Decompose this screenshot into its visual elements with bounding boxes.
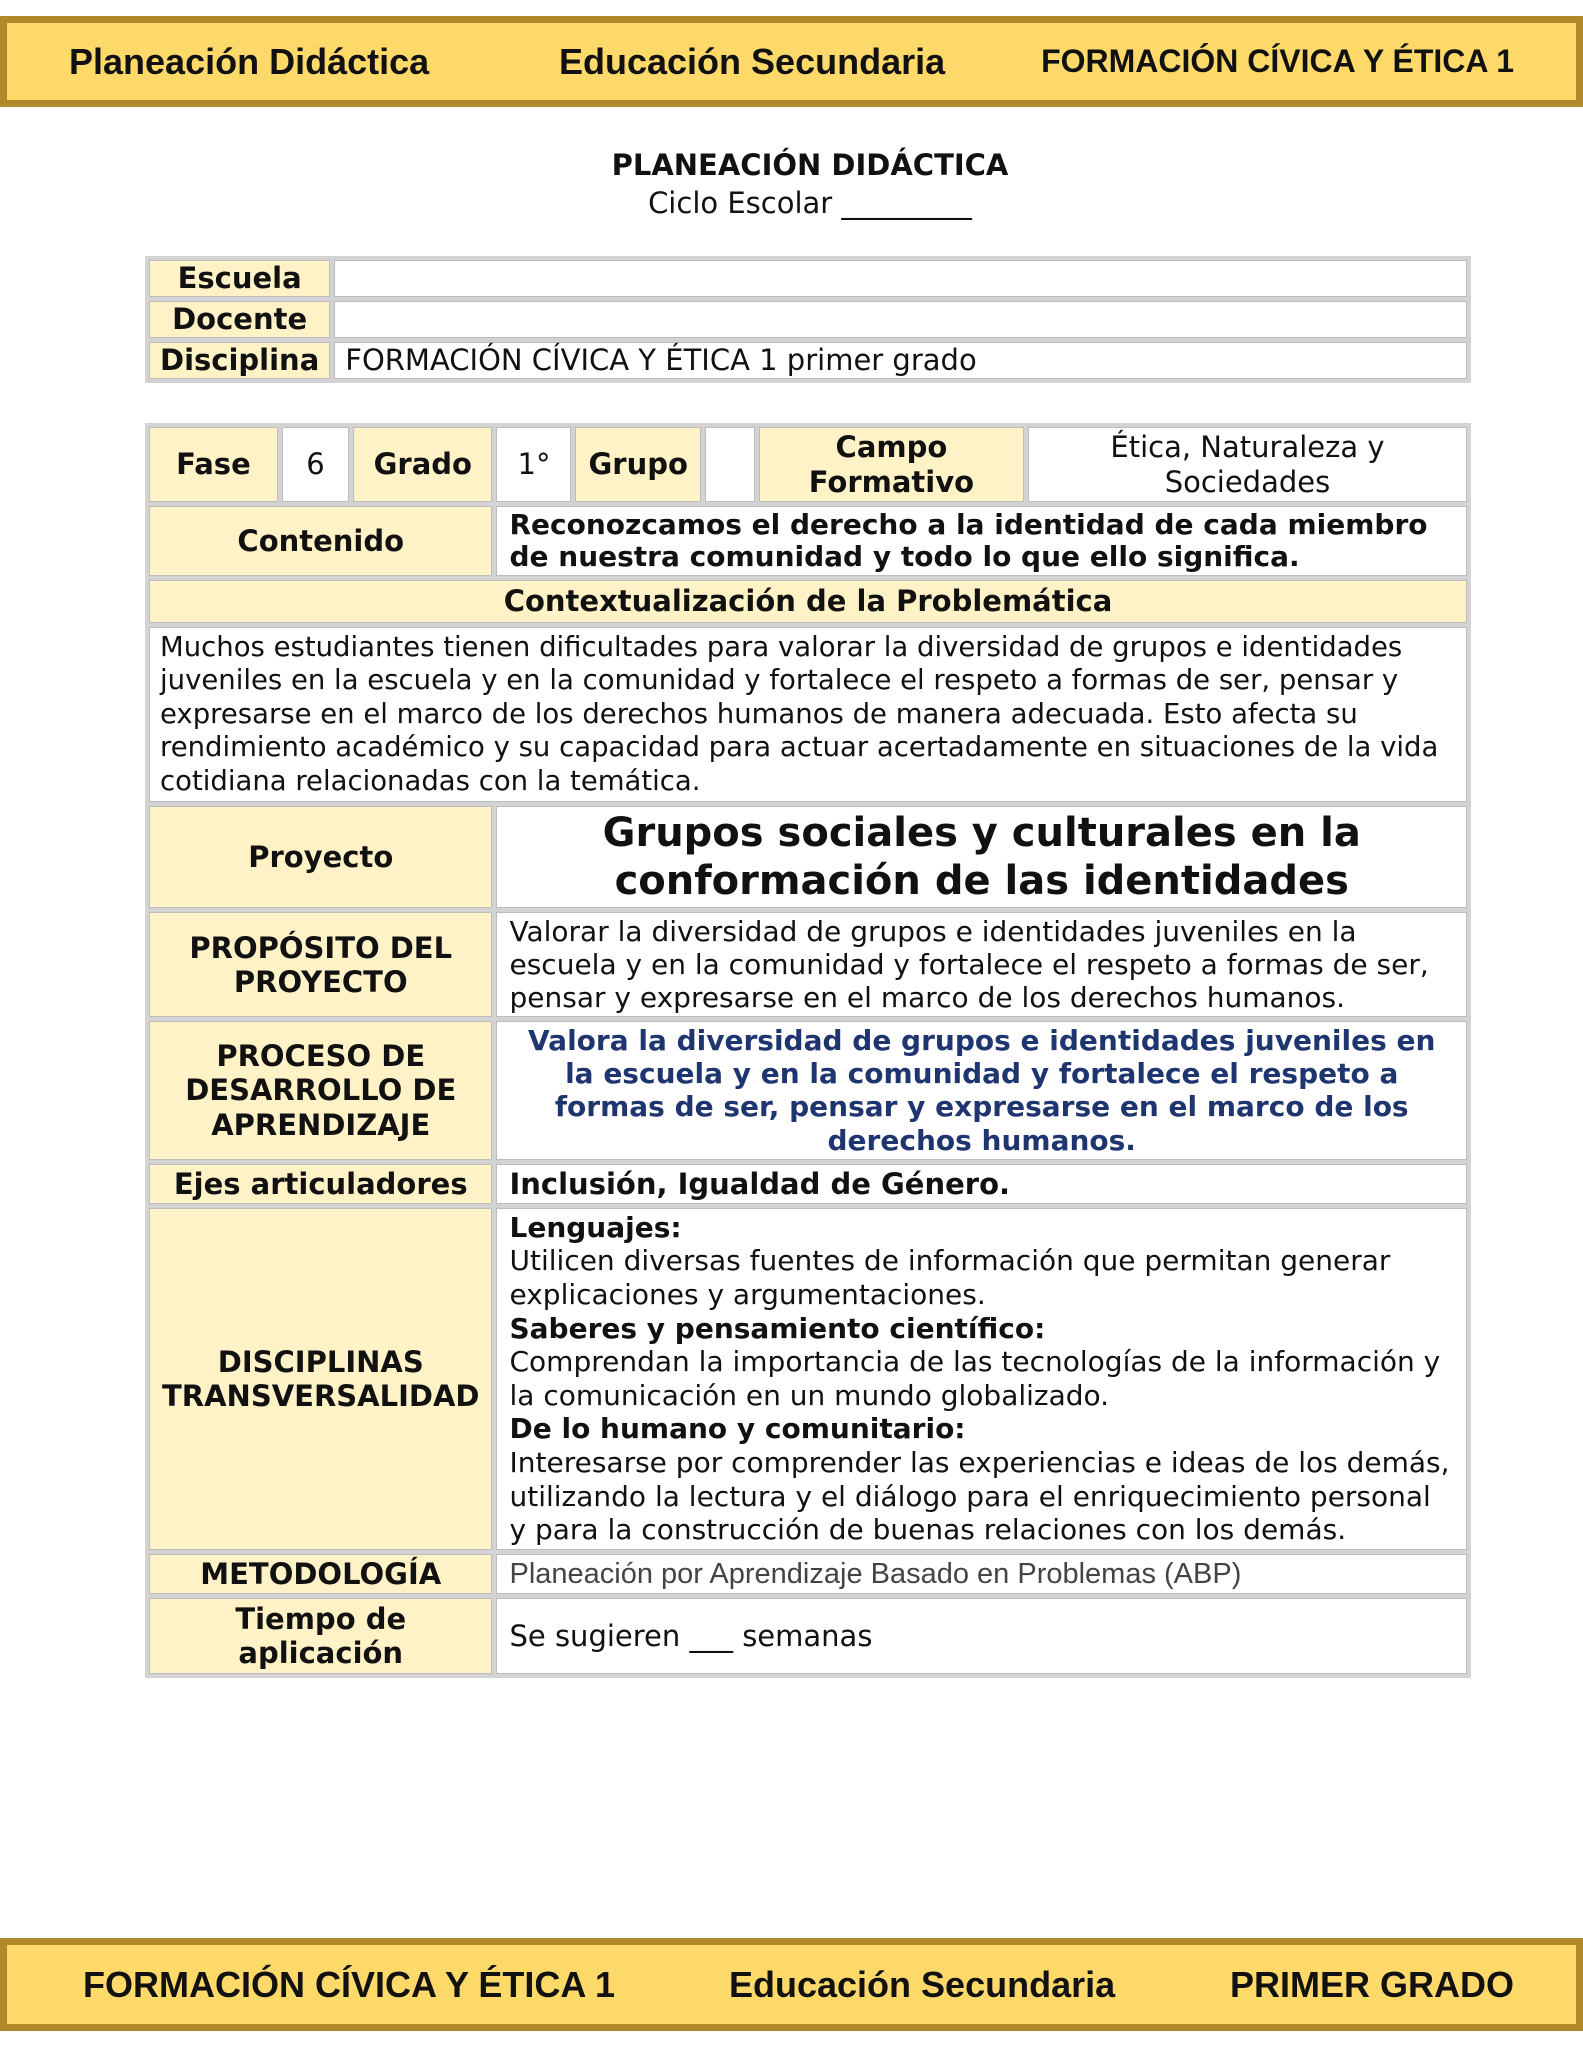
proyecto-label: Proyecto [149,806,492,908]
escuela-label: Escuela [149,260,330,297]
school-cycle: Ciclo Escolar _________ [648,186,972,220]
fase-value[interactable]: 6 [282,427,349,502]
disciplina-label: Disciplina [149,342,330,379]
pda-text: Valora la diversidad de grupos e identidades juveniles en la escuela y en la comunidad y fortalece el respeto a formas de ser, pensar y expresarse en el marco de los derechos humanos. [496,1021,1467,1159]
campo-formativo-label: Campo Formativo [759,427,1024,502]
docente-field[interactable] [334,301,1467,338]
transv-text-saberes: Comprendan la importancia de las tecnologías de la información y la comunicación en un mundo globalizado. [509,1345,1441,1412]
transv-heading-saberes: Saberes y pensamiento científico: [509,1311,1046,1345]
grado-label: Grado [353,427,492,502]
tiempo-label: Tiempo de aplicación [149,1598,492,1674]
planning-table [145,423,1471,1678]
identity-table [145,256,1471,383]
pda-label: PROCESO DE DESARROLLO DE APRENDIZAJE [149,1021,492,1159]
contexto-text: Muchos estudiantes tienen dificultades para valorar la diversidad de grupos e identidades juveniles en la escuela y en la comunidad y fortalece el respeto a formas de ser, pensar y expresarse en el marco de los derechos humanos de manera adecuada. Esto afecta su rendimiento académico y su capacidad para actuar acertadamente en situaciones de la vida cotidiana relacionadas con la temática. [149,627,1467,803]
transversalidad-label: DISCIPLINAS TRANSVERSALIDAD [149,1208,492,1550]
transversalidad-content [496,1208,1467,1550]
fase-label: Fase [149,427,278,502]
document-title: PLANEACIÓN DIDÁCTICA [611,148,1009,182]
disciplina-field[interactable]: FORMACIÓN CÍVICA Y ÉTICA 1 primer grado [334,342,1467,379]
transv-text-lenguajes: Utilicen diversas fuentes de información que permitan generar explicaciones y argumentaciones. [509,1244,1391,1311]
contenido-value: Reconozcamos el derecho a la identidad de cada miembro de nuestra comunidad y todo lo que ello significa. [496,506,1467,576]
metodologia-label: METODOLOGÍA [149,1554,492,1594]
proposito-label: PROPÓSITO DEL PROYECTO [149,912,492,1017]
footer-left: FORMACIÓN CÍVICA Y ÉTICA 1 [83,1963,616,2005]
proyecto-title: Grupos sociales y culturales en la conformación de las identidades [496,806,1467,908]
header-left: Planeación Didáctica [69,40,430,82]
grupo-label: Grupo [575,427,700,502]
contenido-label: Contenido [149,506,492,576]
footer-center: Educación Secundaria [729,1963,1116,2005]
page-footer [0,1938,1583,2031]
grado-value[interactable]: 1° [496,427,571,502]
footer-right: PRIMER GRADO [1229,1963,1514,2005]
metodologia-value: Planeación por Aprendizaje Basado en Problemas (ABP) [496,1554,1467,1594]
contexto-heading: Contextualización de la Problemática [149,580,1467,622]
ejes-value: Inclusión, Igualdad de Género. [496,1164,1467,1204]
docente-label: Docente [149,301,330,338]
header-right: FORMACIÓN CÍVICA Y ÉTICA 1 [1041,43,1514,79]
transv-heading-humano: De lo humano y comunitario: [509,1412,966,1446]
escuela-field[interactable] [334,260,1467,297]
header-center: Educación Secundaria [559,40,946,82]
page-header [0,16,1583,107]
grupo-value[interactable] [705,427,755,502]
transv-text-humano: Interesarse por comprender las experiencias e ideas de los demás, utilizando la lectura y el diálogo para el enriquecimiento personal y para la construcción de buenas relaciones con los demás. [509,1445,1450,1547]
transv-heading-lenguajes: Lenguajes: [509,1210,682,1244]
campo-formativo-value: Ética, Naturaleza y Sociedades [1028,427,1467,502]
proposito-text: Valorar la diversidad de grupos e identidades juveniles en la escuela y en la comunidad y fortalece el respeto a formas de ser, pensar y expresarse en el marco de los derechos humanos. [496,912,1467,1017]
tiempo-value[interactable]: Se sugieren ___ semanas [496,1598,1467,1674]
ejes-label: Ejes articuladores [149,1164,492,1204]
